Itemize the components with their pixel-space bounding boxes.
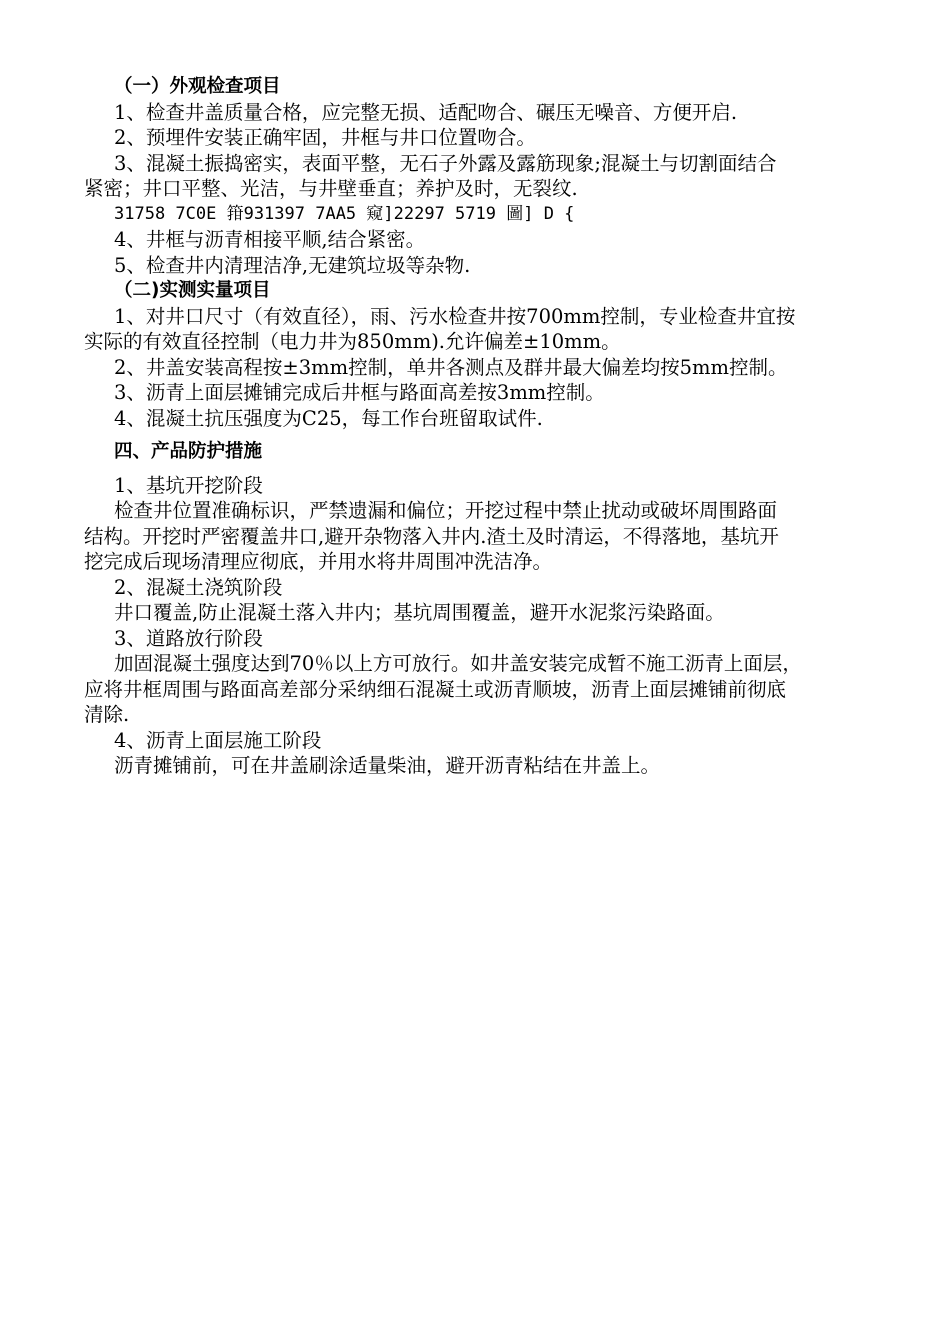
spacer xyxy=(84,465,884,473)
paragraph-line: 4、井框与沥青相接平顺,结合紧密。 xyxy=(114,228,426,251)
paragraph-line: 5、检查井内清理洁净,无建筑垃圾等杂物. xyxy=(114,253,471,277)
paragraph-line: 1、检查井盖质量合格，应完整无损、适配吻合、碾压无噪音、方便开启. xyxy=(114,100,738,124)
paragraph-line: 加固混凝土强度达到70％以上方可放行。如井盖安装完成暂不施工沥青上面层， xyxy=(114,652,802,675)
section-heading-appearance: （一）外观检查项目 xyxy=(114,76,281,97)
document-page xyxy=(84,74,884,779)
paragraph-line: 3、混凝土振捣密实，表面平整，无石子外露及露筋现象;混凝土与切割面结合 xyxy=(114,151,777,175)
paragraph-line: 挖完成后现场清理应彻底，并用水将井周围冲洗洁净。 xyxy=(84,550,553,573)
spacer xyxy=(84,431,884,439)
paragraph-line: 实际的有效直径控制（电力井为850mm).允许偏差±10mm。 xyxy=(84,330,621,353)
subsection-title: 1、基坑开挖阶段 xyxy=(114,473,263,497)
paragraph-line: 2、井盖安装高程按±3mm控制，单井各测点及群井最大偏差均按5mm控制。 xyxy=(114,355,788,379)
paragraph-line: 3、沥青上面层摊铺完成后井框与路面高差按3mm控制。 xyxy=(114,381,605,404)
paragraph-line: 检查井位置准确标识，严禁遗漏和偏位；开挖过程中禁止扰动或破坏周围路面 xyxy=(114,499,778,522)
subsection-title: 2、混凝土浇筑阶段 xyxy=(114,575,283,599)
paragraph-line: 井口覆盖,防止混凝土落入井内；基坑周围覆盖，避开水泥浆污染路面。 xyxy=(114,601,725,624)
section-heading-protection: 四、产品防护措施 xyxy=(114,441,263,462)
paragraph-line: 2、预埋件安装正确牢固，井框与井口位置吻合。 xyxy=(114,126,536,149)
subsection-title: 3、道路放行阶段 xyxy=(114,626,263,650)
subsection-title: 4、沥青上面层施工阶段 xyxy=(114,728,322,752)
garbled-text-line: 31758 7C0E 箝931397 7AA5 窥]22297 5719 圖] D { xyxy=(114,203,575,224)
section-heading-measurement: （二)实测实量项目 xyxy=(114,280,271,301)
paragraph-line: 应将井框周围与路面高差部分采纳细石混凝土或沥青顺坡，沥青上面层摊铺前彻底 xyxy=(84,677,787,701)
paragraph-line: 紧密；井口平整、光洁，与井壁垂直；养护及时，无裂纹. xyxy=(84,177,578,200)
paragraph-line: 1、对井口尺寸（有效直径），雨、污水检查井按700mm控制，专业检查井宜按 xyxy=(114,304,796,328)
paragraph-line: 清除. xyxy=(84,703,130,726)
paragraph-line: 沥青摊铺前，可在井盖刷涂适量柴油，避开沥青粘结在井盖上。 xyxy=(114,754,661,777)
paragraph-line: 4、混凝土抗压强度为C25，每工作台班留取试件. xyxy=(114,406,543,430)
paragraph-line: 结构。开挖时严密覆盖井口,避开杂物落入井内.渣土及时清运，不得落地，基坑开 xyxy=(84,524,779,548)
